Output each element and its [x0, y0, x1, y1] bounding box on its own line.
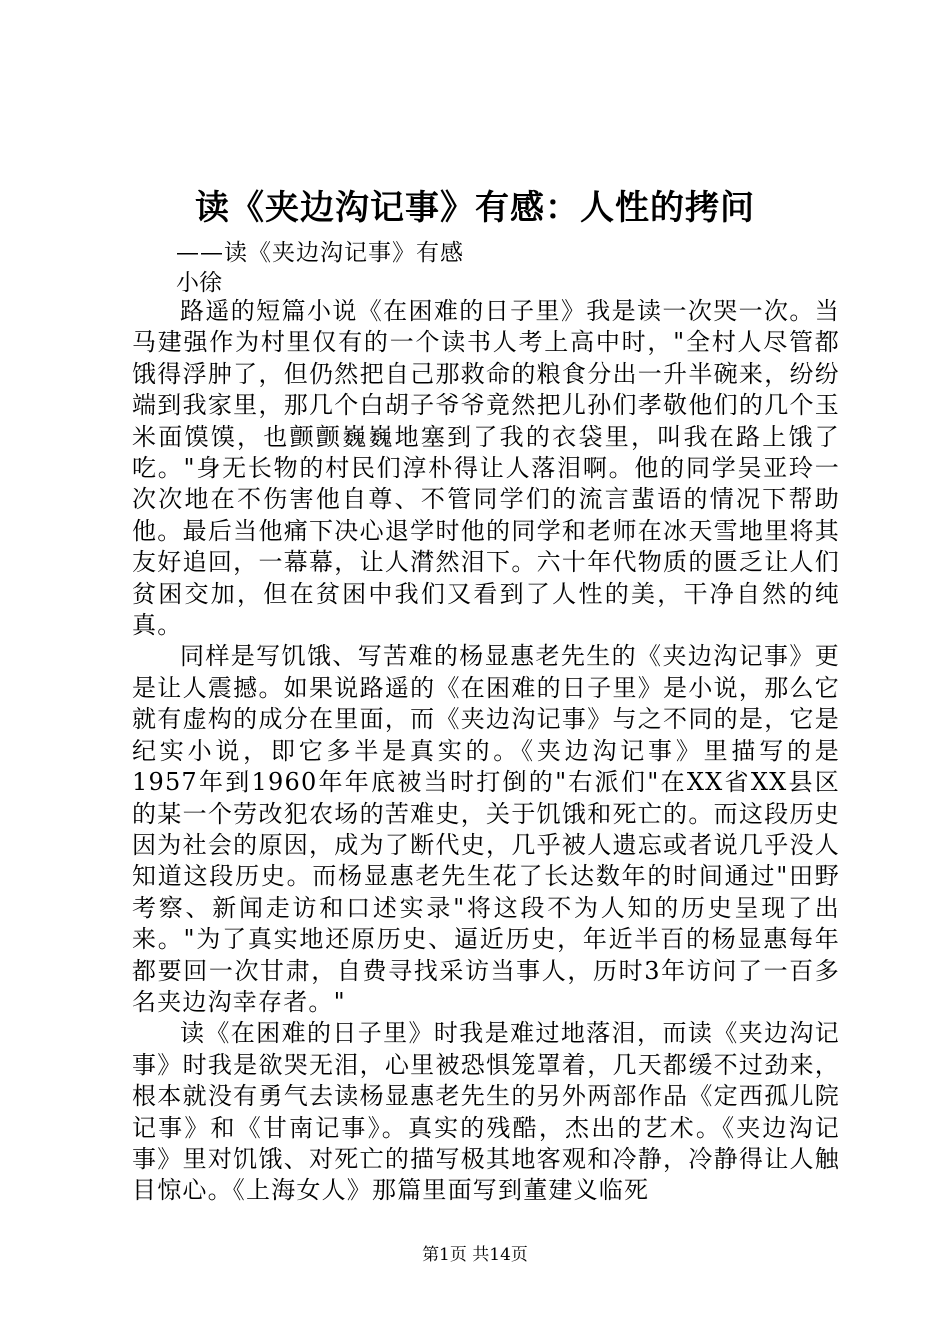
- paragraph: 同样是写饥饿、写苦难的杨显惠老先生的《夹边沟记事》更是让人震撼。如果说路遥的《在困难的日子里》是小说，那么它就有虚构的成分在里面，而《夹边沟记事》与之不同的是，它是纪实小说，即它多半是真实的。《夹边沟记事》里描写的是1957年到1960年年底被当时打倒的"右派们"在XX省XX县区的某一个劳改犯农场的苦难史，关于饥饿和死亡的。而这段历史因为社会的原因，成为了断代史，几乎被人遗忘或者说几乎没人知道这段历史。而杨显惠老先生花了长达数年的时间通过"田野考察、新闻走访和口述实录"将这段不为人知的历史呈现了出来。"为了真实地还原历史、逼近历史，年近半百的杨显惠每年都要回一次甘肃，自费寻找采访当事人，历时3年访问了一百多名夹边沟幸存者。": [132, 642, 840, 1016]
- author-name: 小徐: [176, 270, 222, 296]
- document-subtitle: ——读《夹边沟记事》有感: [176, 240, 464, 266]
- document-title: 读《夹边沟记事》有感：人性的拷问: [195, 188, 755, 228]
- page-number-footer: 第1页 共14页: [422, 1245, 528, 1265]
- article-body: [132, 296, 840, 1207]
- paragraph: 路遥的短篇小说《在困难的日子里》我是读一次哭一次。当马建强作为村里仅有的一个读书人考上高中时，"全村人尽管都饿得浮肿了，但仍然把自己那救命的粮食分出一升半碗来，纷纷端到我家里，那几个白胡子爷爷竟然把儿孙们孝敬他们的几个玉米面馍馍，也颤颤巍巍地塞到了我的衣袋里，叫我在路上饿了吃。"身无长物的村民们淳朴得让人落泪啊。他的同学吴亚玲一次次地在不伤害他自尊、不管同学们的流言蜚语的情况下帮助他。最后当他痛下决心退学时他的同学和老师在冰天雪地里将其友好追回，一幕幕，让人潸然泪下。六十年代物质的匮乏让人们贫困交加，但在贫困中我们又看到了人性的美，干净自然的纯真。: [132, 297, 840, 640]
- paragraph: 读《在困难的日子里》时我是难过地落泪，而读《夹边沟记事》时我是欲哭无泪，心里被恐惧笼罩着，几天都缓不过劲来，根本就没有勇气去读杨显惠老先生的另外两部作品《定西孤儿院记事》和《甘南记事》。真实的残酷，杰出的艺术。《夹边沟记事》里对饥饿、对死亡的描写极其地客观和冷静，冷静得让人触目惊心。《上海女人》那篇里面写到董建义临死: [132, 1019, 840, 1205]
